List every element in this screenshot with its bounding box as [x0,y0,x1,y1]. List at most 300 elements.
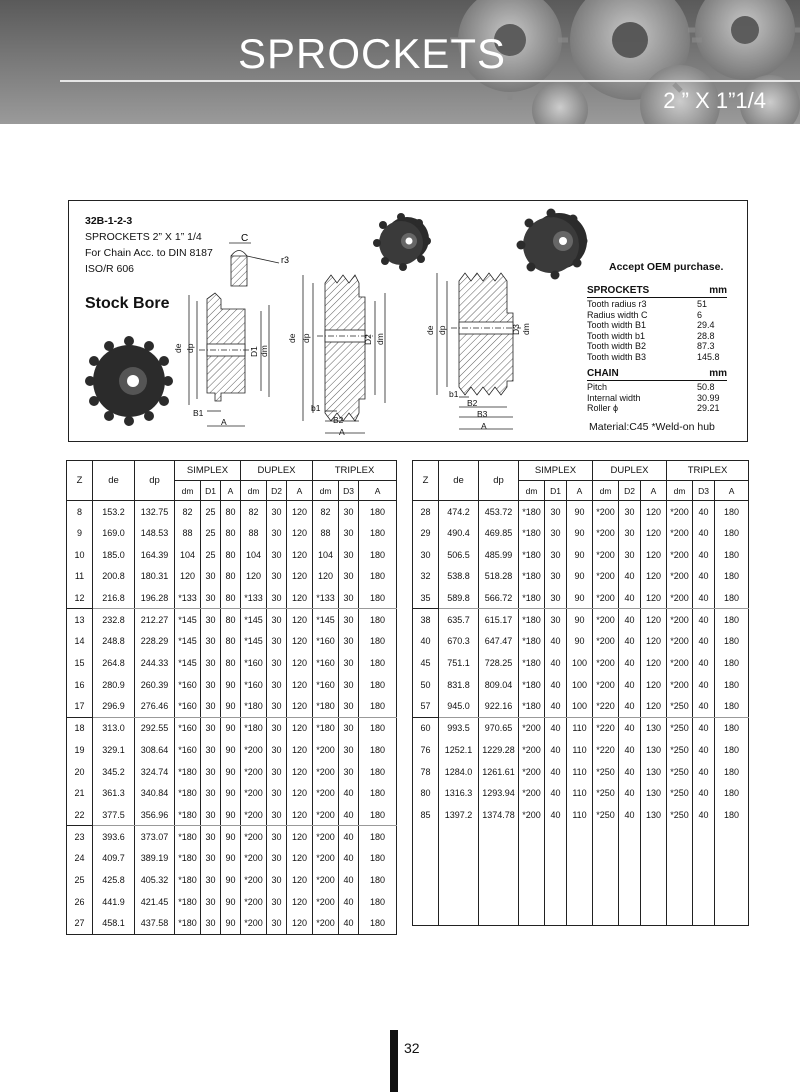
table-row [67,631,397,653]
table-cell: *160 [175,696,201,718]
duplex-dp-label: dp [301,333,311,343]
duplex-sprocket-photo [373,213,431,271]
table-cell: *220 [593,739,619,761]
table-cell: 88 [175,522,201,544]
table-cell: 120 [287,652,313,674]
sprockets-row [587,310,727,321]
table-cell: 120 [641,544,667,566]
table-cell: 40 [693,609,715,631]
table-cell: 970.65 [479,717,519,739]
table-cell: 45 [413,652,439,674]
table-cell: *180 [519,652,545,674]
table-cell: 60 [413,717,439,739]
table-cell: 80 [221,652,241,674]
table-cell: *200 [241,891,267,913]
table-cell: *200 [519,804,545,826]
table-cell: 120 [287,891,313,913]
dim-r3-label: r3 [281,255,290,265]
table-cell: 30 [267,761,287,783]
table-cell: 345.2 [93,761,135,783]
spec-line-2: For Chain Acc. to DIN 8187 [85,247,213,259]
table-cell-empty [567,826,593,926]
page-title: SPROCKETS [238,30,507,77]
table-cell: 30 [267,652,287,674]
table-cell: 244.33 [135,652,175,674]
table-cell: 40 [693,717,715,739]
table-cell: 28 [413,501,439,523]
table-cell: 180 [715,782,749,804]
sprockets-row [587,299,727,310]
table-cell: *180 [175,782,201,804]
chain-value: 29.21 [697,403,720,413]
table-cell: 100 [567,696,593,718]
table-cell: 21 [67,782,93,804]
table-row [413,501,749,523]
table-cell: *200 [593,652,619,674]
sprockets-label: Tooth width B2 [587,341,647,351]
table-cell: 30 [619,544,641,566]
table-cell: 180 [715,566,749,588]
table-cell: 82 [313,501,339,523]
table-cell: 82 [241,501,267,523]
table-cell: 232.8 [93,609,135,631]
simplex-subheader: D1 [201,481,221,501]
table-cell: 11 [67,566,93,588]
table-cell: 40 [545,761,567,783]
part-code: 32B-1-2-3 [85,215,133,227]
table-cell: *200 [519,761,545,783]
table-cell: 30 [267,848,287,870]
size-subtitle: 2 ” X 1”1/4 [663,88,766,113]
table-cell: 30 [545,522,567,544]
table-cell: 110 [567,717,593,739]
table-cell: 538.8 [439,566,479,588]
table-cell: 80 [221,609,241,631]
table-cell: 26 [67,891,93,913]
table-cell: 90 [221,826,241,848]
table-cell: 88 [313,522,339,544]
header-banner [0,0,800,124]
table-cell: 40 [339,869,359,891]
table-cell: 248.8 [93,631,135,653]
table-cell: 40 [545,717,567,739]
table-cell: 180 [715,674,749,696]
table-cell: 30 [413,544,439,566]
table-cell: 180 [359,522,397,544]
table-row [67,501,397,523]
duplex-dm-label: dm [375,333,385,345]
table-cell: 40 [339,891,359,913]
table-cell: 90 [221,891,241,913]
table-cell: 30 [267,826,287,848]
table-cell: *200 [313,761,339,783]
table-cell: 180 [715,522,749,544]
table-cell: *250 [667,696,693,718]
table-cell: 9 [67,522,93,544]
table-cell: 589.8 [439,587,479,609]
table-row [413,717,749,739]
table-cell: *145 [241,631,267,653]
table-cell: 180 [359,869,397,891]
table-row [413,804,749,826]
duplex-b2-label: B2 [333,415,344,425]
table-cell: 40 [339,782,359,804]
table-cell: *200 [313,739,339,761]
material-note: Material:C45 *Weld-on hub [589,421,715,433]
triplex-sprocket-photo [517,209,588,280]
table-cell: 90 [567,609,593,631]
table-cell: *200 [593,631,619,653]
table-cell-empty [545,826,567,926]
table-cell: *180 [519,631,545,653]
table-cell: 90 [567,631,593,653]
sprockets-label: Tooth width b1 [587,330,646,341]
table-cell: 615.17 [479,609,519,631]
table-cell: 120 [287,782,313,804]
table-cell: 90 [221,717,241,739]
table-cell: *200 [313,826,339,848]
table-cell: 120 [641,587,667,609]
table-cell: 30 [339,631,359,653]
triplex-subheader: dm [667,481,693,501]
table-row [67,891,397,913]
sprockets-label: Tooth radius r3 [587,299,647,309]
table-cell: 30 [267,739,287,761]
table-cell: *160 [313,652,339,674]
table-row [413,544,749,566]
table-cell: 180 [359,761,397,783]
triplex-dp-label: dp [437,325,447,335]
table-cell: 30 [545,587,567,609]
table-cell: 130 [641,717,667,739]
table-cell: 24 [67,848,93,870]
sprockets-row [587,331,727,342]
chain-label: Roller ϕ [587,403,619,413]
table-cell: 120 [641,566,667,588]
table-cell: 120 [287,761,313,783]
table-cell: 1397.2 [439,804,479,826]
simplex-subheader: D1 [545,481,567,501]
table-cell: 296.9 [93,696,135,718]
table-cell: 16 [67,674,93,696]
table-cell: *220 [593,717,619,739]
table-cell: 458.1 [93,913,135,935]
table-cell: 40 [619,674,641,696]
table-cell-empty [619,826,641,926]
chain-row [587,403,727,414]
table-cell: 30 [267,869,287,891]
chain-value: 50.8 [697,382,715,392]
table-cell: *250 [667,804,693,826]
table-cell: 485.99 [479,544,519,566]
table-row [413,522,749,544]
simplex-subheader: A [221,481,241,501]
table-filler-row [413,826,749,926]
table-cell: 120 [287,587,313,609]
table-cell: 120 [287,501,313,523]
triplex-section-drawing [437,273,521,429]
table-cell: 90 [221,913,241,935]
table-cell: 180 [715,761,749,783]
duplex-subheader: A [641,481,667,501]
table-cell: 180 [359,739,397,761]
col-header-triplex: TRIPLEX [667,461,749,481]
triplex-b2-label: B2 [467,398,478,408]
table-cell: *200 [241,848,267,870]
table-cell: 148.53 [135,522,175,544]
table-cell: 120 [287,804,313,826]
table-cell: 130 [641,739,667,761]
table-cell: 30 [201,804,221,826]
table-cell: 80 [221,501,241,523]
table-cell: 180 [359,566,397,588]
table-cell: 17 [67,696,93,718]
table-cell: 88 [241,522,267,544]
table-cell: 90 [221,782,241,804]
oem-note: Accept OEM purchase. [609,261,724,273]
table-cell: 30 [545,566,567,588]
table-cell: *160 [313,631,339,653]
table-cell: 40 [619,609,641,631]
sprockets-value: 145.8 [697,351,720,362]
table-cell: 90 [567,566,593,588]
table-cell: 469.85 [479,522,519,544]
table-cell: 228.29 [135,631,175,653]
col-header-dp: dp [479,461,519,501]
table-cell: 27 [67,913,93,935]
table-row [413,674,749,696]
table-cell: 40 [693,566,715,588]
table-cell-empty [519,826,545,926]
table-cell-empty [667,826,693,926]
table-cell: 260.39 [135,674,175,696]
table-cell: 292.55 [135,717,175,739]
table-cell: 30 [201,891,221,913]
table-cell: *180 [175,826,201,848]
chain-label: Internal width [587,392,641,403]
table-cell: 130 [641,761,667,783]
page-marker-bar [390,1030,398,1092]
table-cell: 40 [619,652,641,674]
triplex-subheader: D3 [339,481,359,501]
table-cell: 30 [267,674,287,696]
triplex-subheader: A [359,481,397,501]
sprocket-table-right [412,460,749,926]
table-cell: 40 [693,761,715,783]
table-cell: 132.75 [135,501,175,523]
table-cell: 29 [413,522,439,544]
table-cell: 506.5 [439,544,479,566]
sprockets-value: 28.8 [697,330,715,341]
table-cell: 809.04 [479,674,519,696]
col-header-z: Z [67,461,93,501]
table-cell: *145 [313,609,339,631]
duplex-subheader: D2 [267,481,287,501]
table-cell: *200 [667,674,693,696]
table-cell: 90 [221,761,241,783]
table-cell: 180 [715,804,749,826]
duplex-subheader: dm [593,481,619,501]
table-cell: *133 [175,587,201,609]
table-cell: 10 [67,544,93,566]
sprockets-title: SPROCKETS [587,285,650,296]
table-row [67,913,397,935]
table-cell: 30 [339,609,359,631]
table-cell: 19 [67,739,93,761]
table-cell: 120 [641,609,667,631]
table-cell: 393.6 [93,826,135,848]
table-cell: 30 [339,587,359,609]
sprockets-label: Radius width C [587,309,648,320]
table-row [67,674,397,696]
table-cell: 25 [67,869,93,891]
table-cell: 180 [715,717,749,739]
table-cell: *160 [241,674,267,696]
table-cell: 180 [359,804,397,826]
table-cell: 180 [359,609,397,631]
table-cell: 180 [359,696,397,718]
table-cell: 120 [287,869,313,891]
chain-row [587,393,727,404]
table-cell: 373.07 [135,826,175,848]
table-row [67,587,397,609]
table-cell: *250 [667,717,693,739]
table-cell: *133 [241,587,267,609]
table-cell: *200 [593,501,619,523]
table-cell: *250 [667,782,693,804]
table-cell: 35 [413,587,439,609]
table-cell: 377.5 [93,804,135,826]
table-cell: 993.5 [439,717,479,739]
table-cell: 40 [693,501,715,523]
sprockets-unit: mm [709,285,727,296]
table-row [413,652,749,674]
table-cell: 1229.28 [479,739,519,761]
sprockets-header [587,285,727,298]
table-cell: 566.72 [479,587,519,609]
table-cell: 40 [339,826,359,848]
table-cell: 25 [201,522,221,544]
col-header-triplex: TRIPLEX [313,461,397,481]
table-cell: 647.47 [479,631,519,653]
table-cell: *160 [175,717,201,739]
table-cell: 40 [693,782,715,804]
table-cell: *200 [667,544,693,566]
table-cell: 30 [201,587,221,609]
table-cell: 30 [339,544,359,566]
table-cell: 30 [201,717,221,739]
table-cell: 30 [339,761,359,783]
table-cell: *145 [175,609,201,631]
table-row [413,566,749,588]
table-cell: 85 [413,804,439,826]
table-cell: 40 [545,674,567,696]
table-row [67,826,397,848]
table-cell: 30 [339,566,359,588]
table-row [67,696,397,718]
table-cell: 40 [619,782,641,804]
table-cell: 518.28 [479,566,519,588]
table-cell: 110 [567,804,593,826]
table-cell: 30 [619,501,641,523]
table-cell: 120 [287,913,313,935]
sprocket-table-left [66,460,397,935]
duplex-subheader: D2 [619,481,641,501]
table-cell: 90 [567,587,593,609]
col-header-duplex: DUPLEX [593,461,667,481]
sprockets-value: 6 [697,309,703,320]
table-cell: 153.2 [93,501,135,523]
table-cell: *180 [519,587,545,609]
table-row [413,587,749,609]
table-cell: 120 [287,544,313,566]
table-cell: 40 [619,761,641,783]
table-row [413,782,749,804]
triplex-b3-label: B3 [477,409,488,419]
table-cell: 30 [201,848,221,870]
table-cell: 30 [339,674,359,696]
table-cell-empty [641,826,667,926]
table-cell: *200 [313,848,339,870]
table-cell: *160 [175,739,201,761]
table-cell: *200 [519,739,545,761]
table-cell: 329.1 [93,739,135,761]
table-cell: 1293.94 [479,782,519,804]
table-cell: 308.64 [135,739,175,761]
title-rule [60,80,800,82]
triplex-dm-label: dm [521,323,531,335]
table-cell: 120 [641,631,667,653]
table-cell: 180 [715,544,749,566]
table-cell: *145 [175,652,201,674]
sprockets-row [587,341,727,352]
table-cell: 409.7 [93,848,135,870]
table-cell: 30 [267,804,287,826]
table-row [413,696,749,718]
simplex-dm-label: dm [259,345,269,357]
table-cell: 110 [567,739,593,761]
col-header-dp: dp [135,461,175,501]
table-cell: 120 [287,566,313,588]
sprockets-row [587,320,727,331]
table-cell: 30 [339,501,359,523]
table-cell: *180 [175,804,201,826]
table-cell: 120 [175,566,201,588]
table-cell: 30 [201,761,221,783]
sprockets-value: 29.4 [697,320,715,330]
table-cell: 104 [313,544,339,566]
table-cell: 180 [715,587,749,609]
table-cell: 40 [693,544,715,566]
table-cell: 40 [619,717,641,739]
table-cell: 110 [567,782,593,804]
table-cell: *200 [667,631,693,653]
table-cell: 22 [67,804,93,826]
table-cell: 30 [267,544,287,566]
table-cell: 30 [339,652,359,674]
simplex-section-drawing [189,293,269,426]
triplex-subheader: A [715,481,749,501]
table-cell: 104 [241,544,267,566]
table-cell: 180 [359,674,397,696]
table-cell: 80 [221,522,241,544]
table-cell: 453.72 [479,501,519,523]
col-header-simplex: SIMPLEX [519,461,593,481]
table-cell: 100 [567,652,593,674]
table-row [413,631,749,653]
chain-unit: mm [709,368,727,379]
table-cell: *200 [241,869,267,891]
